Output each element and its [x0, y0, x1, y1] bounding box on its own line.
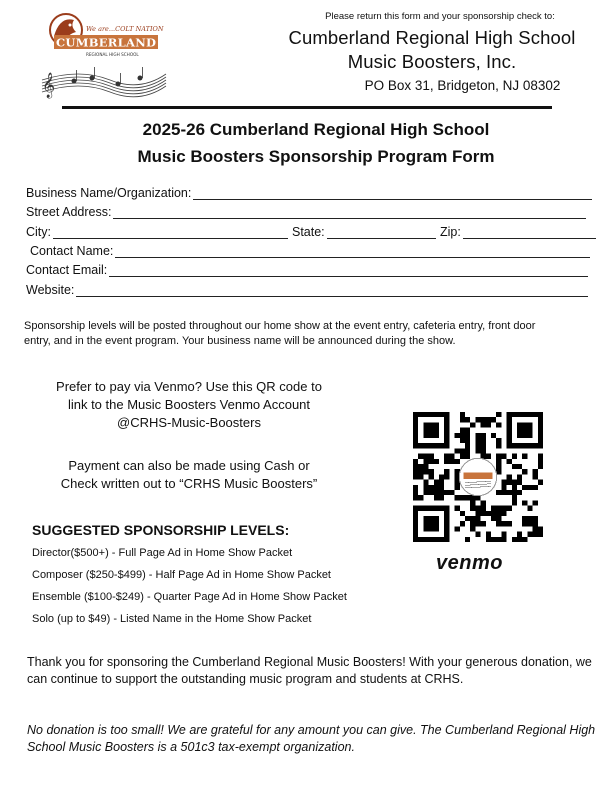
alt-payment-line-1: Payment can also be made using Cash or	[68, 458, 310, 473]
contact-email-label: Contact Email:	[26, 263, 108, 277]
return-instructions: Please return this form and your sponsorship check to:	[325, 11, 555, 22]
zip-field[interactable]	[440, 225, 596, 243]
level-item: Director($500+) - Full Page Ad in Home Show Packet	[32, 547, 293, 559]
website-label: Website:	[26, 283, 75, 297]
venmo-line-1: Prefer to pay via Venmo? Use this QR code to	[56, 379, 322, 394]
music-staff-icon	[42, 67, 166, 98]
venmo-qr-code[interactable]	[413, 412, 543, 542]
contact-name-label: Contact Name:	[30, 244, 114, 258]
sponsorship-levels-note: Sponsorship levels will be posted throughout our home show at the event entry, cafeteria entry, front door entry, and in the event program. Your business name will be announced during the show.	[24, 320, 536, 347]
org-name-line1: Cumberland Regional High School	[288, 27, 576, 48]
school-logo	[40, 8, 170, 100]
city-label: City:	[26, 225, 51, 239]
venmo-handle: @CRHS-Music-Boosters	[117, 415, 261, 430]
thank-you-paragraph: Thank you for sponsoring the Cumberland Regional Music Boosters! With your generous donation, we can continue to support the outstanding music program and students at CRHS.	[27, 655, 592, 686]
level-item: Ensemble ($100-$249) - Quarter Page Ad in Home Show Packet	[32, 591, 347, 603]
venmo-line-2: link to the Music Boosters Venmo Account	[67, 397, 311, 412]
form-title-line1: 2025-26 Cumberland Regional High School	[142, 120, 490, 139]
venmo-instructions	[24, 378, 354, 432]
contact-name-field[interactable]	[30, 244, 590, 262]
alt-payment-instructions	[24, 457, 354, 493]
business-name-label: Business Name/Organization:	[26, 186, 192, 200]
level-item: Composer ($250-$499) - Half Page Ad in Home Show Packet	[32, 569, 331, 581]
city-state-zip-row	[26, 225, 596, 243]
alt-payment-line-2: Check written out to “CRHS Music Boosters”	[60, 476, 318, 491]
website-field[interactable]	[26, 283, 592, 301]
contact-email-field[interactable]	[26, 263, 592, 281]
state-label: State:	[292, 225, 325, 239]
state-field[interactable]	[292, 225, 436, 243]
levels-heading: SUGGESTED SPONSORSHIP LEVELS:	[32, 522, 290, 538]
form-title-line2: Music Boosters Sponsorship Program Form	[137, 147, 495, 166]
city-field[interactable]	[26, 225, 288, 243]
street-address-field[interactable]	[26, 205, 592, 223]
logo-tagline: We are...COLT NATION	[86, 25, 164, 33]
svg-text:𝄞: 𝄞	[42, 72, 56, 97]
logo-name: CUMBERLAND	[56, 35, 156, 50]
business-name-field[interactable]	[26, 186, 592, 204]
org-name-line2: Music Boosters, Inc.	[347, 51, 517, 72]
closing-paragraph: No donation is too small! We are grateful for any amount you can give. The Cumberland Regional High School Music Boosters is a 501c3 tax-exempt organization.	[27, 723, 596, 754]
zip-label: Zip:	[440, 225, 461, 239]
street-address-label: Street Address:	[26, 205, 112, 219]
level-item: Solo (up to $49) - Listed Name in the Home Show Packet	[32, 613, 312, 625]
venmo-logo: venmo	[436, 552, 503, 574]
header-divider	[62, 106, 552, 109]
org-address: PO Box 31, Bridgeton, NJ 08302	[364, 78, 561, 93]
logo-subtitle: REGIONAL HIGH SCHOOL	[86, 52, 139, 57]
